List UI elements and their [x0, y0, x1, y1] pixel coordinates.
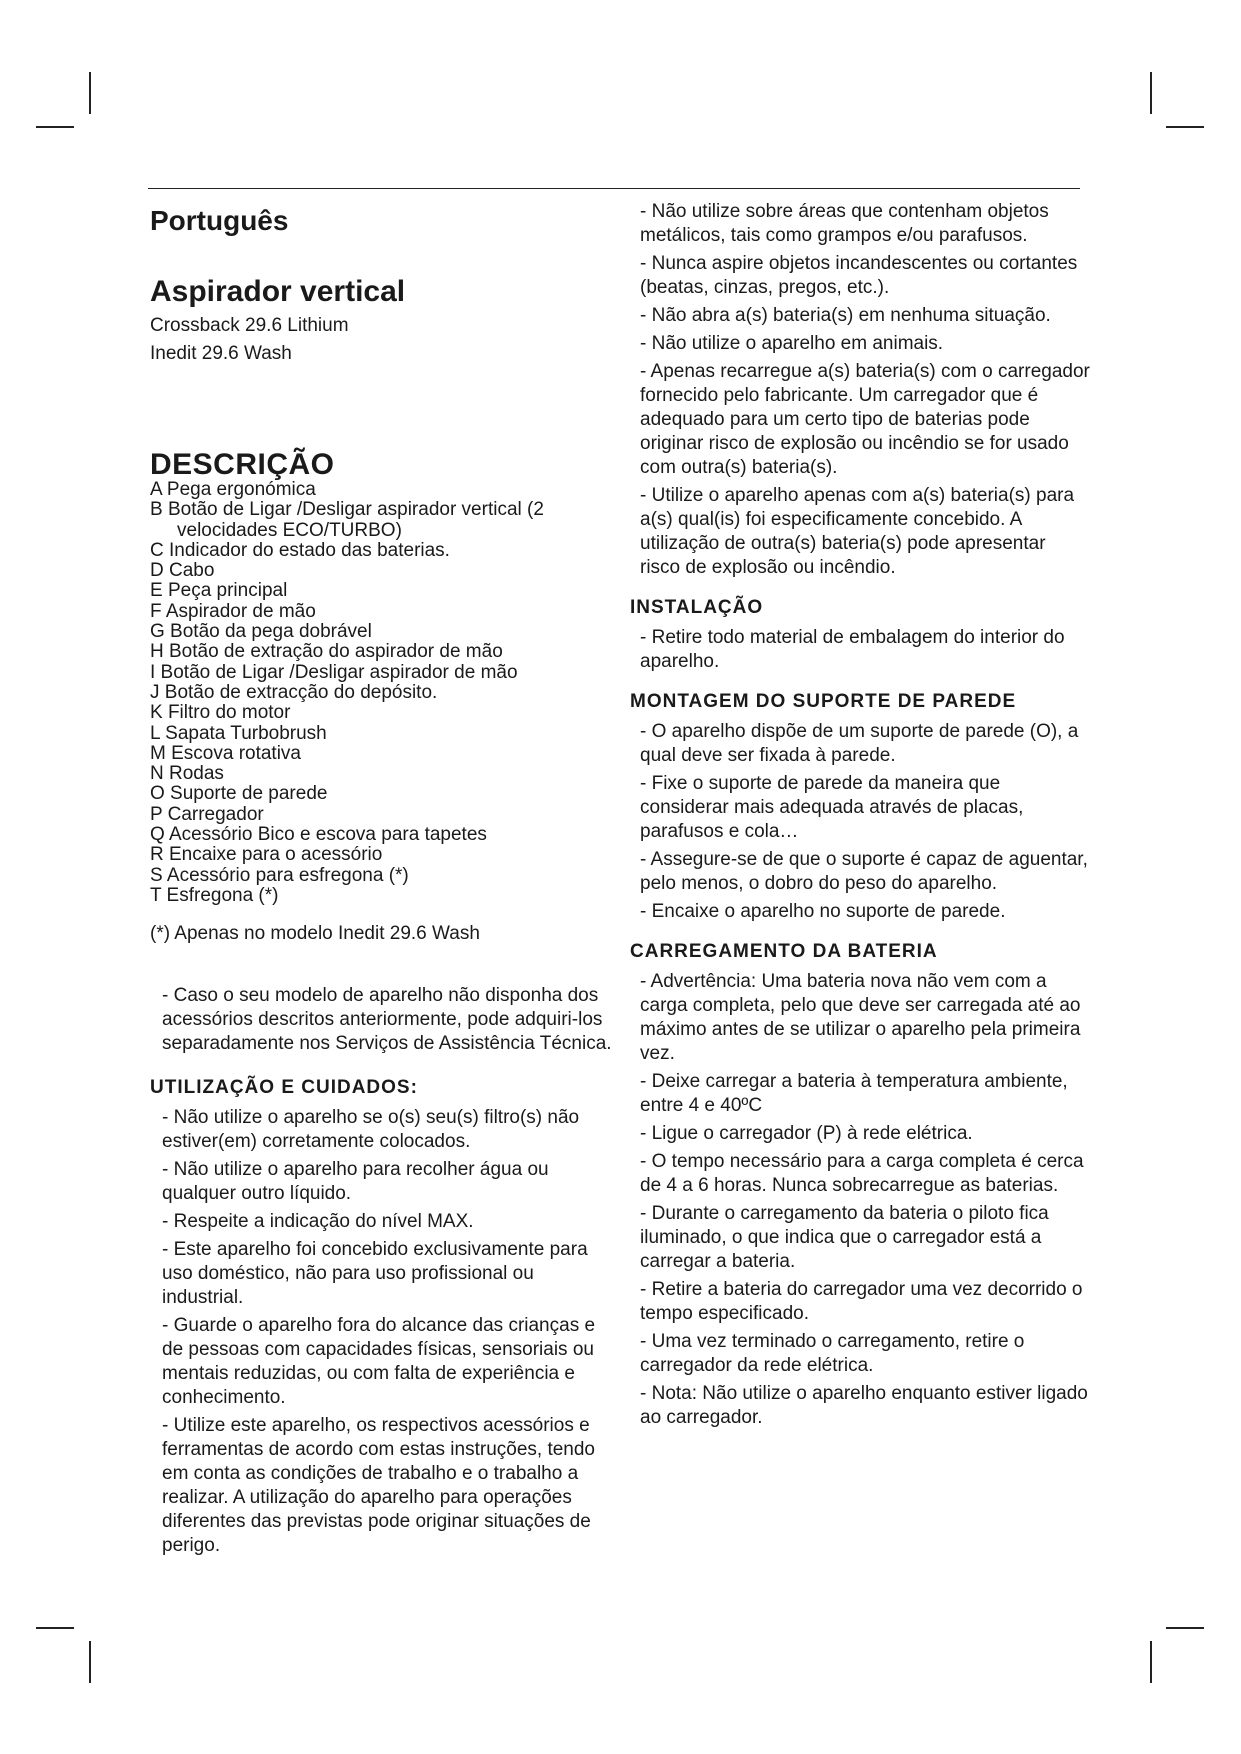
crop-mark-top-left-vertical [89, 72, 91, 114]
parts-list-item: L Sapata Turbobrush [150, 722, 327, 744]
parts-list-item: I Botão de Ligar /Desligar aspirador de mão [150, 661, 518, 683]
product-title: Aspirador vertical [150, 275, 406, 308]
parts-list-item: Q Acessório Bico e escova para tapetes [150, 824, 487, 846]
charging-list [630, 970, 1090, 1430]
parts-list-item: C Indicador do estado das baterias. [150, 539, 450, 561]
charging-item: - Ligue o carregador (P) à rede elétrica. [640, 1123, 973, 1144]
charging-item: - O tempo necessário para a carga completa é cerca de 4 a 6 horas. Nunca sobrecarregue as baterias. [640, 1151, 1084, 1196]
safety-item: - Utilize o aparelho apenas com a(s) bateria(s) para a(s) qual(is) foi especificamente concebido. A utilização de outra(s) bateria(s) pode apresentar risco de explosão ou incêndio. [640, 485, 1075, 578]
crop-mark-bottom-left-vertical [89, 1641, 91, 1683]
charging-item: - Uma vez terminado o carregamento, retire o carregador da rede elétrica. [640, 1331, 1025, 1376]
accessories-note: - Caso o seu modelo de aparelho não disponha dos acessórios descritos anteriormente, pode adquiri-los separadamente nos Serviços de Assistência Técnica. [162, 985, 612, 1055]
parts-list-item: E Peça principal [150, 580, 288, 602]
crop-mark-top-right-vertical [1150, 72, 1152, 114]
parts-list-item: R Encaixe para o acessório [150, 844, 383, 866]
usage-item: - Não utilize o aparelho se o(s) seu(s) filtro(s) não estiver(em) corretamente colocados. [162, 1107, 580, 1153]
parts-list-item: S Acessório para esfregona (*) [150, 864, 409, 886]
usage-item: - Este aparelho foi concebido exclusivamente para uso doméstico, não para uso profissional ou industrial. [162, 1239, 588, 1309]
usage-item: - Guarde o aparelho fora do alcance das crianças e de pessoas com capacidades físicas, sensoriais ou mentais reduzidas, ou com falta de experiência e conhecimento. [162, 1315, 596, 1409]
parts-list-item: N Rodas [150, 763, 224, 785]
parts-list-item: B Botão de Ligar /Desligar aspirador vertical (2 velocidades ECO/TURBO) [150, 499, 544, 541]
parts-list-item: G Botão da pega dobrável [150, 621, 372, 643]
model-name: Crossback 29.6 Lithium [150, 315, 349, 336]
parts-list-item: O Suporte de parede [150, 783, 328, 805]
model-note: (*) Apenas no modelo Inedit 29.6 Wash [150, 923, 480, 945]
model-name: Inedit 29.6 Wash [150, 343, 292, 364]
parts-list-item: K Filtro do motor [150, 702, 291, 724]
charging-item: - Retire a bateria do carregador uma vez decorrido o tempo especificado. [640, 1279, 1083, 1324]
description-heading: DESCRIÇÃO [150, 448, 335, 481]
charging-item: - Durante o carregamento da bateria o piloto fica iluminado, o que indica que o carregador está a carregar a bateria. [640, 1203, 1049, 1272]
parts-list-item: D Cabo [150, 560, 215, 582]
right-column [630, 200, 1090, 1434]
crop-mark-bottom-right-vertical [1150, 1641, 1152, 1683]
parts-list-item: F Aspirador de mão [150, 600, 316, 622]
parts-list-item: A Pega ergonómica [150, 479, 316, 500]
left-column [150, 196, 620, 1562]
parts-list-item: M Escova rotativa [150, 742, 301, 764]
crop-mark-top-right-horizontal [1166, 126, 1204, 128]
crop-mark-bottom-right-horizontal [1166, 1627, 1204, 1629]
usage-list [150, 1106, 620, 1558]
header-rule [148, 188, 1080, 189]
parts-list [150, 480, 620, 906]
crop-mark-top-left-horizontal [36, 126, 74, 128]
charging-item: - Deixe carregar a bateria à temperatura ambiente, entre 4 e 40ºC [640, 1071, 1068, 1116]
language-heading: Português [150, 205, 289, 236]
safety-list [630, 200, 1090, 580]
safety-item: - Apenas recarregue a(s) bateria(s) com o carregador fornecido pelo fabricante. Um carregador que é adequado para um certo tipo de baterias pode originar risco de explosão ou incêndio se for usado com outra(s) bateria(s). [640, 361, 1090, 478]
wall-mount-item: - Fixe o suporte de parede da maneira que considerar mais adequada através de placas, parafusos e cola… [640, 773, 1024, 842]
crop-mark-bottom-left-horizontal [36, 1627, 74, 1629]
charging-heading: CARREGAMENTO DA BATERIA [630, 941, 938, 962]
wall-mount-list [630, 720, 1090, 924]
parts-list-item: J Botão de extracção do depósito. [150, 681, 438, 703]
safety-item: - Nunca aspire objetos incandescentes ou cortantes (beatas, cinzas, pregos, etc.). [640, 253, 1078, 298]
usage-item: - Utilize este aparelho, os respectivos acessórios e ferramentas de acordo com estas instruções, tendo em conta as condições de trabalho e o trabalho a realizar. A utilização do aparelho para operações diferentes das previstas pode originar situações de perigo. [162, 1415, 596, 1557]
parts-list-item: H Botão de extração do aspirador de mão [150, 641, 503, 663]
wall-mount-item: - O aparelho dispõe de um suporte de parede (O), a qual deve ser fixada à parede. [640, 721, 1079, 766]
wall-mount-item: - Encaixe o aparelho no suporte de parede. [640, 901, 1006, 922]
usage-heading: UTILIZAÇÃO E CUIDADOS: [150, 1077, 418, 1099]
installation-item: - Retire todo material de embalagem do interior do aparelho. [640, 627, 1065, 672]
safety-item: - Não utilize o aparelho em animais. [640, 333, 944, 354]
charging-item: - Advertência: Uma bateria nova não vem com a carga completa, pelo que deve ser carregada até ao máximo antes de se utilizar o aparelho pela primeira vez. [640, 971, 1081, 1064]
charging-item: - Nota: Não utilize o aparelho enquanto estiver ligado ao carregador. [640, 1383, 1088, 1428]
usage-item: - Não utilize o aparelho para recolher água ou qualquer outro líquido. [162, 1159, 549, 1205]
wall-mount-heading: MONTAGEM DO SUPORTE DE PAREDE [630, 691, 1017, 712]
safety-item: - Não abra a(s) bateria(s) em nenhuma situação. [640, 305, 1051, 326]
installation-list [630, 626, 1090, 674]
safety-item: - Não utilize sobre áreas que contenham objetos metálicos, tais como grampos e/ou parafusos. [640, 201, 1049, 246]
usage-item: - Respeite a indicação do nível MAX. [162, 1211, 474, 1233]
parts-list-item: T Esfregona (*) [150, 884, 279, 906]
wall-mount-item: - Assegure-se de que o suporte é capaz de aguentar, pelo menos, o dobro do peso do aparelho. [640, 849, 1088, 894]
parts-list-item: P Carregador [150, 803, 264, 825]
installation-heading: INSTALAÇÃO [630, 597, 764, 618]
